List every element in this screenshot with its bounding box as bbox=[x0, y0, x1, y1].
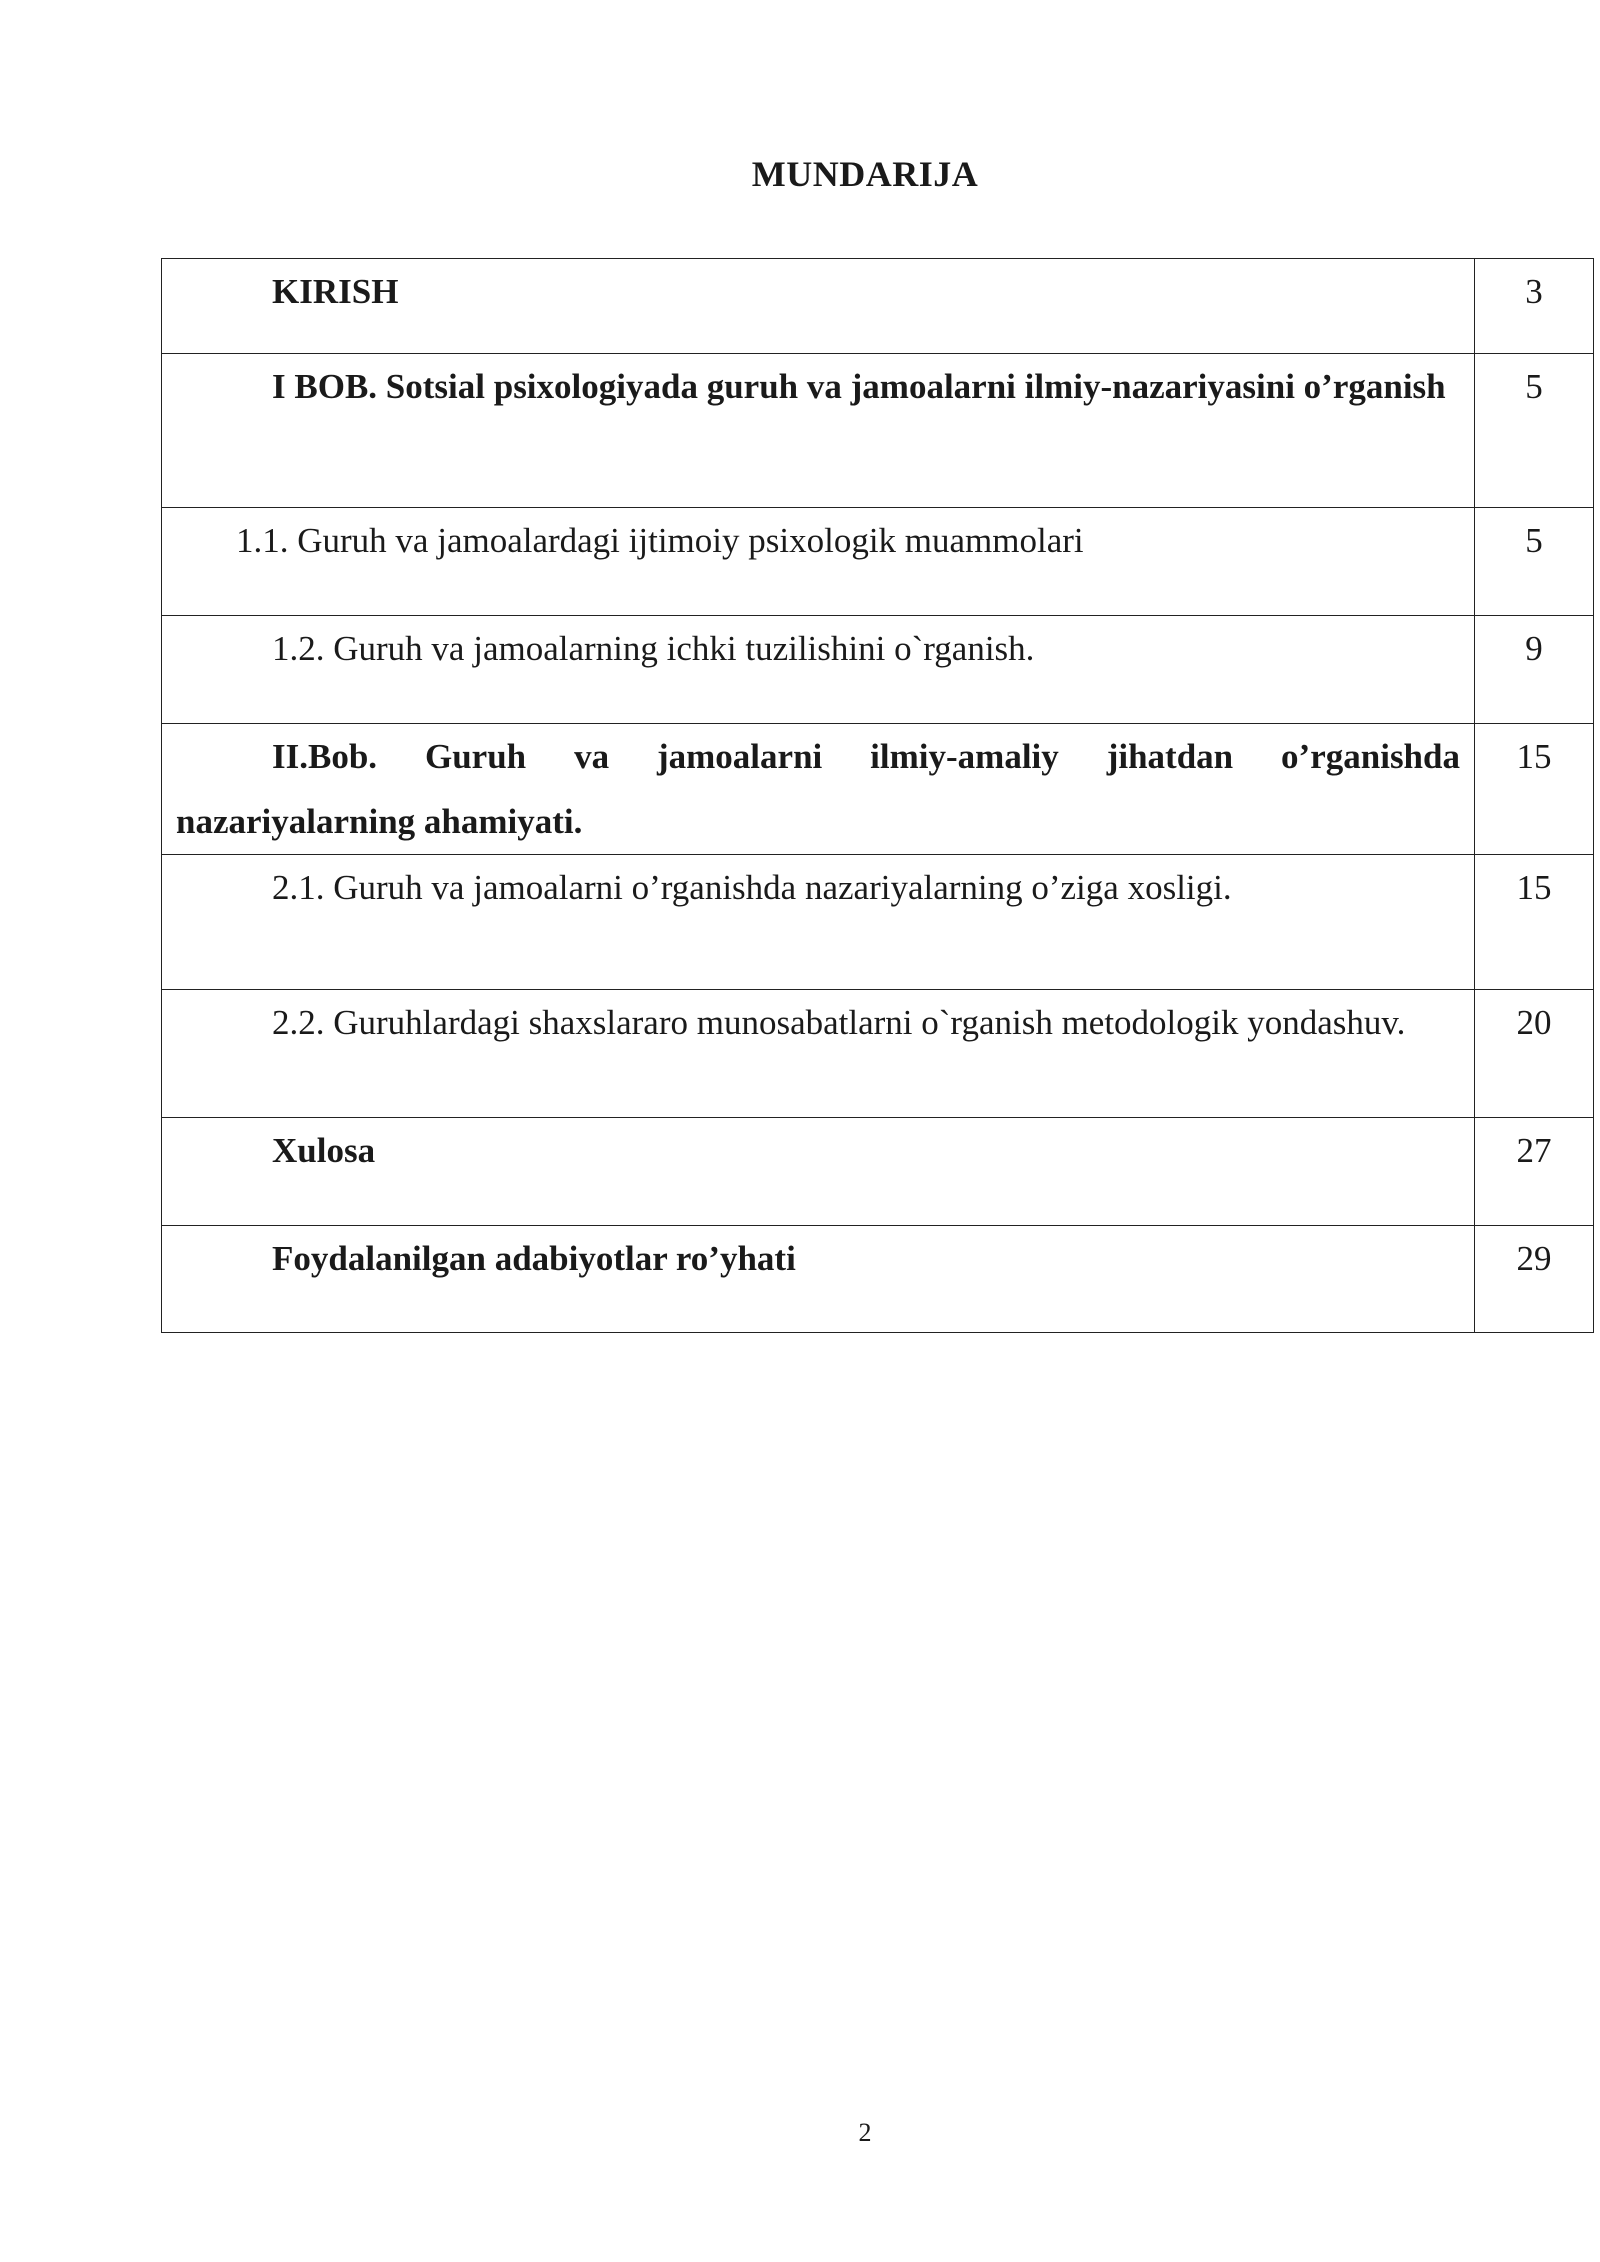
toc-page-number: 27 bbox=[1475, 1118, 1594, 1226]
toc-page-number: 9 bbox=[1475, 616, 1594, 724]
toc-page-number: 5 bbox=[1475, 354, 1594, 508]
toc-page-number: 3 bbox=[1475, 259, 1594, 354]
toc-entry: KIRISH bbox=[162, 259, 1475, 354]
toc-entry: Foydalanilgan adabiyotlar ro’yhati bbox=[162, 1226, 1475, 1333]
toc-row bbox=[162, 616, 1594, 724]
toc-row bbox=[162, 1118, 1594, 1226]
page-title: MUNDARIJA bbox=[751, 154, 979, 194]
toc-page-number: 20 bbox=[1475, 990, 1594, 1118]
toc-page-number: 15 bbox=[1475, 855, 1594, 990]
toc-row bbox=[162, 990, 1594, 1118]
toc-row bbox=[162, 855, 1594, 990]
table-of-contents bbox=[161, 258, 1594, 1333]
toc-row bbox=[162, 259, 1594, 354]
footer-page-number: 2 bbox=[858, 2118, 872, 2147]
toc-row bbox=[162, 508, 1594, 616]
toc-entry: 2.1. Guruh va jamoalarni o’rganishda nazariyalarning o’ziga xosligi. bbox=[162, 855, 1475, 990]
toc-page-number: 5 bbox=[1475, 508, 1594, 616]
toc-page-number: 15 bbox=[1475, 724, 1594, 855]
toc-entry: Xulosa bbox=[162, 1118, 1475, 1226]
toc-row bbox=[162, 724, 1594, 855]
toc-entry: II.Bob. Guruh va jamoalarni ilmiy-amaliy jihatdan o’rganishda nazariyalarning ahamiyati. bbox=[162, 724, 1475, 855]
toc-row bbox=[162, 1226, 1594, 1333]
toc-entry: I BOB. Sotsial psixologiyada guruh va jamoalarni ilmiy-nazariyasini o’rganish bbox=[162, 354, 1475, 508]
toc-entry: 2.2. Guruhlardagi shaxslararo munosabatlarni o`rganish metodologik yondashuv. bbox=[162, 990, 1475, 1118]
toc-row bbox=[162, 354, 1594, 508]
toc-entry: 1.2. Guruh va jamoalarning ichki tuzilishini o`rganish. bbox=[162, 616, 1475, 724]
toc-page-number: 29 bbox=[1475, 1226, 1594, 1333]
toc-entry: 1.1. Guruh va jamoalardagi ijtimoiy psixologik muammolari bbox=[162, 508, 1475, 616]
